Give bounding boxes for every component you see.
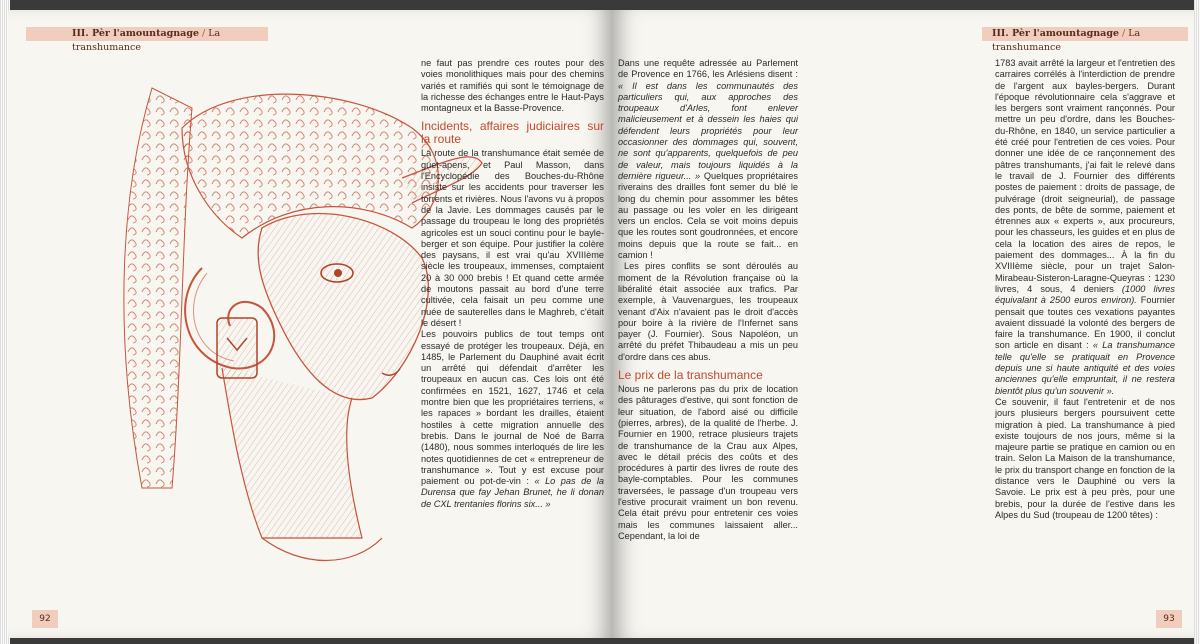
running-head-right xyxy=(982,27,1188,53)
paragraph: La route de la transhumance était semée de guet-apens, et Paul Masson, dans l'Encyclopédie des Bouches-du-Rhône insiste sur les accidents pour traverser les torrents et rivières. Nous l'avons vu à propos de la Javie. Les dommages causés par le passage du troupeau le long des propriétés agricoles est un souci continu pour le bayle-berger et son équipe. Pour justifier la colère des paysans, il est vrai qu'au XVIIIème siècle les troupeaux, immenses, comptaient 20 à 30 000 brebis ! Et quand cette armée de moutons passait au bord d'une terre cultivée, cela faisait un peu comme une nuée de sauterelles dans le Maghreb, c'était le désert ! xyxy=(421,148,604,328)
paragraph-text: Les pouvoirs publics de tout temps ont essayé de protéger les troupeaux. Déjà, en 1485, le Parlement du Dauphiné avait écrit un arrêté qui défendait d'arrêter les troupeaux en aucun cas. Ces lois ont été confirmées en 1521, 1627, 1746 et cela montre bien que les propriétaires terriens, « les rapaces » bordant les drailles, étaient hostiles à cette migration annuelle des brebis. Dans le journal de Noé de Barra (1480), nous sommes interloqués de lire les notes quotidiennes de cet « entrepreneur de transhumance ». Tout y est excuse pour paiement ou pot-de-vin : xyxy=(421,329,604,487)
running-head-left xyxy=(26,27,268,53)
paragraph xyxy=(995,58,1175,397)
paragraph: ne faut pas prendre ces routes pour des voies monolithiques mais pour des chemins variés et ramifiés qui sont le témoignage de la richesse des échanges entre le Haut-Pays montagneux et la Basse-Provence. xyxy=(421,58,604,114)
left-page xyxy=(8,10,612,638)
chapter-title: III. Pèr l'amountagnage xyxy=(72,28,200,39)
section-title: La transhumance xyxy=(72,28,221,53)
quote-italic: « La transhumance telle qu'elle se pratiquait en Provence depuis une si haute antiquité et des voies anciennes qu'elle empruntait, il ne restera bientôt plus qu'un souvenir ». xyxy=(995,340,1175,396)
page-edges-right xyxy=(1194,0,1200,644)
paragraph: Nous ne parlerons pas du prix de location des pâturages d'estive, qui sont fonction de leur situation, de l'abord aisé ou difficile (pierres, arbres), de la qualité de l'herbe. J. Fournier en 1900, retrace plusieurs trajets de transhumance de la Crau aux Alpes, avec le détail précis des coûts et des procédures à partir des livres de route des bayle-comptables. Pour les communes traversées, le passage d'un troupeau vers l'estive procurait vraiment un bon revenu. Cela était prévu pour entretenir ces voies mais les communes laissaient aller... Cependant, la loi de xyxy=(618,384,798,541)
paragraph-text: Quelques propriétaires riverains des drailles font semer du blé le long du chemin pour assommer les bêtes au passage ou les voler en les dirigeant vers un enclos. Cela se voit moins depuis que les routes sont goudronnées, et encore moins depuis que la route se fait... en camion ! xyxy=(618,170,798,261)
note-italic: (1000 livres équivalant à 2500 euros environ). xyxy=(995,283,1175,306)
paragraph-text: 1783 avait arrêté la largeur et l'entretien des carraires corrélés à l'interdiction de prendre de l'argent aux bayles-bergers. Durant l'époque révolutionnaire cela s'aggrave et les bergers sont vraiment rançonnés. Pour mettre un peu d'ordre, dans les Bouches-du-Rhône, en 1840, un service particulier a été créé pour l'entretien de ces voies. Pour donner une idée de ce rançonnement des pâtres transhumants, j'ai fait le relevé dans le travail de J. Fournier des différents postes de paiement : droits de passage, de pulvérage (droit seigneurial), de passage des ponts, de bête de somme, paiement et étrennes aux « experts », aux procureurs, pour les chasseurs, les guides et en plus de cela la location des aires de repos, le paiement des dommages... À la fin du XVIIIème siècle, pour un trajet Salon-Mirabeau-Sisteron-Laragne-Queyras : 1230 livres, 4 sous, 4 deniers xyxy=(995,58,1175,294)
quote-italic: « Lo pas de la Durensa que fay Jehan Brunet, he li donan de CXL trentanies florins six... » xyxy=(421,476,604,509)
paragraph xyxy=(421,329,604,510)
paragraph-text: Fournier pensait que toutes ces vexations payantes avaient dissuadé la volonté des bergers de faire la transhumance. En 1900, il conclut son article en disant : xyxy=(995,295,1176,351)
head-separator: / xyxy=(202,28,206,39)
section-title: La transhumance xyxy=(992,28,1141,53)
quote-italic: « Il est dans les communautés des particuliers qui, aux approches des troupeaux d'Arles, font enlever malicieusement et à dessein les haies qui défendent leurs propriétés pour leur occasionner des dommages qui, souvent, ne sont qu'apparents, quelquefois de peu de valeur, mais toujours liquidés à la dernière rigueur... » xyxy=(618,80,798,181)
paragraph-text: Dans une requête adressée au Parlement de Provence en 1766, les Arlésiens disent : xyxy=(618,58,798,80)
paragraph: Les pires conflits se sont déroulés au moment de la Révolution française où la libéralité était associée aux trafics. Par exemple, à Vauvenargues, les troupeaux venant d'Aix n'avaient pas le droit d'accès pour boire à la rivière de l'Infernet sans payer (J. Fournier). Sous Napoléon, un arrêté du préfet Thibaudeau a mis un peu d'ordre dans ces abus. xyxy=(618,261,798,362)
chapter-title: III. Pèr l'amountagnage xyxy=(992,28,1120,39)
left-text-column xyxy=(421,58,604,510)
page-number-left: 92 xyxy=(32,610,58,628)
page-number-right: 93 xyxy=(1156,610,1182,628)
right-page xyxy=(612,10,1194,638)
text-column-2 xyxy=(995,58,1175,521)
section-heading: Incidents, affaires judiciaires sur la route xyxy=(421,119,604,147)
paragraph: Ce souvenir, il faut l'entretenir et de nos jours plusieurs bergers poursuivent cette migration à pied. La transhumance à pied existe toujours de nos jours, même si la majeure partie se pratique en camion ou en train. Selon La Maison de la transhumance, le prix du transport change en fonction de la distance vers le Dauphiné ou vers la Savoie. Le prix est à peu près, pour une brebis, pour la durée de l'estive dans les Alpes du Sud (troupeau de 1200 têtes) : xyxy=(995,396,1175,520)
text-column-1 xyxy=(618,58,798,542)
paragraph xyxy=(618,58,798,261)
section-heading: Le prix de la transhumance xyxy=(618,368,763,383)
head-separator: / xyxy=(1122,28,1126,39)
